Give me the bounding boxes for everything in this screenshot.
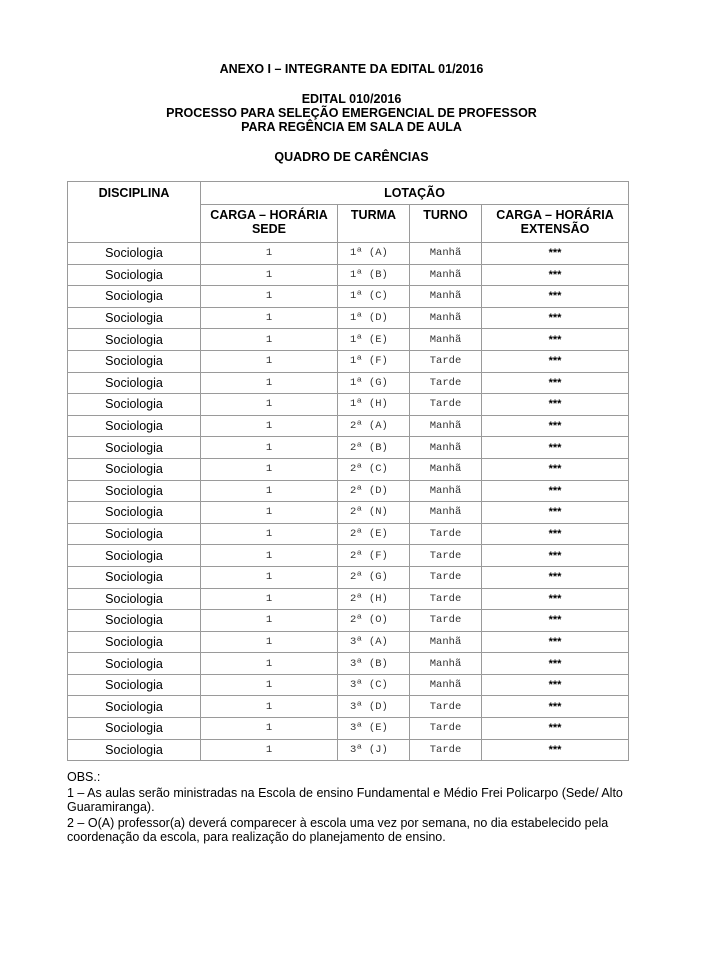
header-lotacao: LOTAÇÃO	[201, 182, 629, 205]
table-row	[68, 631, 629, 653]
cell-carga-extensao: ***	[482, 480, 629, 502]
header-carga-ext-line1: CARGA – HORÁRIA	[496, 208, 614, 222]
annex-title: ANEXO I – INTEGRANTE DA EDITAL 01/2016	[219, 62, 484, 76]
cell-carga-sede: 1	[201, 458, 338, 480]
cell-carga-extensao: ***	[482, 458, 629, 480]
header-carga-extensao	[482, 205, 629, 243]
cell-disciplina: Sociologia	[68, 329, 201, 351]
cell-disciplina: Sociologia	[68, 502, 201, 524]
cell-disciplina: Sociologia	[68, 243, 201, 265]
cell-carga-extensao: ***	[482, 696, 629, 718]
cell-turno: Manhã	[410, 415, 482, 437]
cell-turno: Manhã	[410, 437, 482, 459]
cell-carga-extensao: ***	[482, 588, 629, 610]
table-row	[68, 696, 629, 718]
cell-turma: 1ª (H)	[338, 394, 410, 416]
table-row	[68, 286, 629, 308]
cell-turma: 3ª (E)	[338, 718, 410, 740]
cell-disciplina: Sociologia	[68, 394, 201, 416]
cell-turma: 2ª (B)	[338, 437, 410, 459]
cell-carga-extensao: ***	[482, 674, 629, 696]
header-turma: TURMA	[338, 205, 410, 243]
cell-disciplina: Sociologia	[68, 523, 201, 545]
obs-item-2: 2 – O(A) professor(a) deverá comparecer à escola uma vez por semana, no dia estabelecido pela coordenação da escola, para realização do planejamento de ensino.	[67, 816, 609, 844]
table-row	[68, 610, 629, 632]
cell-disciplina: Sociologia	[68, 696, 201, 718]
cell-carga-sede: 1	[201, 307, 338, 329]
table-row	[68, 523, 629, 545]
cell-carga-sede: 1	[201, 588, 338, 610]
cell-carga-sede: 1	[201, 502, 338, 524]
cell-carga-sede: 1	[201, 372, 338, 394]
cell-turno: Tarde	[410, 372, 482, 394]
cell-disciplina: Sociologia	[68, 458, 201, 480]
cell-carga-sede: 1	[201, 739, 338, 761]
cell-turno: Tarde	[410, 545, 482, 567]
cell-carga-sede: 1	[201, 566, 338, 588]
table-row	[68, 566, 629, 588]
table-row	[68, 480, 629, 502]
cell-carga-sede: 1	[201, 523, 338, 545]
table-row	[68, 739, 629, 761]
cell-turno: Tarde	[410, 350, 482, 372]
cell-carga-extensao: ***	[482, 329, 629, 351]
table-row	[68, 588, 629, 610]
cell-carga-extensao: ***	[482, 307, 629, 329]
process-subtitle: PARA REGÊNCIA EM SALA DE AULA	[241, 120, 462, 134]
cell-carga-sede: 1	[201, 545, 338, 567]
table-row	[68, 350, 629, 372]
cell-turma: 2ª (F)	[338, 545, 410, 567]
cell-carga-extensao: ***	[482, 739, 629, 761]
header-carga-sede-line1: CARGA – HORÁRIA	[210, 208, 328, 222]
cell-turma: 2ª (A)	[338, 415, 410, 437]
cell-turno: Tarde	[410, 718, 482, 740]
table-row	[68, 653, 629, 675]
cell-carga-extensao: ***	[482, 437, 629, 459]
cell-turma: 3ª (J)	[338, 739, 410, 761]
cell-turma: 2ª (O)	[338, 610, 410, 632]
cell-turma: 2ª (N)	[338, 502, 410, 524]
cell-carga-extensao: ***	[482, 394, 629, 416]
vacancies-table	[67, 181, 629, 761]
cell-disciplina: Sociologia	[68, 588, 201, 610]
cell-carga-extensao: ***	[482, 372, 629, 394]
cell-disciplina: Sociologia	[68, 415, 201, 437]
cell-turno: Tarde	[410, 739, 482, 761]
cell-carga-extensao: ***	[482, 545, 629, 567]
header-carga-ext-line2: EXTENSÃO	[520, 222, 590, 236]
cell-carga-extensao: ***	[482, 502, 629, 524]
table-row	[68, 545, 629, 567]
cell-turno: Manhã	[410, 307, 482, 329]
cell-turno: Tarde	[410, 523, 482, 545]
cell-turno: Tarde	[410, 696, 482, 718]
table-row	[68, 458, 629, 480]
edital-number: EDITAL 010/2016	[301, 92, 402, 106]
cell-disciplina: Sociologia	[68, 372, 201, 394]
cell-disciplina: Sociologia	[68, 674, 201, 696]
cell-turno: Tarde	[410, 566, 482, 588]
table-row	[68, 718, 629, 740]
cell-turno: Tarde	[410, 610, 482, 632]
cell-carga-sede: 1	[201, 415, 338, 437]
cell-disciplina: Sociologia	[68, 307, 201, 329]
cell-carga-sede: 1	[201, 264, 338, 286]
cell-carga-sede: 1	[201, 696, 338, 718]
cell-carga-sede: 1	[201, 350, 338, 372]
cell-turma: 2ª (H)	[338, 588, 410, 610]
cell-turma: 1ª (D)	[338, 307, 410, 329]
cell-turno: Manhã	[410, 286, 482, 308]
header-carga-sede-line2: SEDE	[251, 222, 287, 236]
cell-turma: 1ª (E)	[338, 329, 410, 351]
table-row	[68, 437, 629, 459]
table-row	[68, 415, 629, 437]
cell-turma: 3ª (B)	[338, 653, 410, 675]
table-row	[68, 674, 629, 696]
cell-turma: 2ª (G)	[338, 566, 410, 588]
cell-turma: 2ª (E)	[338, 523, 410, 545]
table-row	[68, 243, 629, 265]
obs-item-1: 1 – As aulas serão ministradas na Escola de ensino Fundamental e Médio Frei Policarpo (Sede/ Alto Guaramiranga).	[67, 786, 623, 814]
cell-turno: Manhã	[410, 674, 482, 696]
header-carga-sede	[201, 205, 338, 243]
cell-carga-extensao: ***	[482, 523, 629, 545]
cell-disciplina: Sociologia	[68, 718, 201, 740]
table-row	[68, 502, 629, 524]
cell-disciplina: Sociologia	[68, 437, 201, 459]
cell-turma: 1ª (A)	[338, 243, 410, 265]
cell-carga-sede: 1	[201, 437, 338, 459]
cell-carga-sede: 1	[201, 286, 338, 308]
cell-carga-sede: 1	[201, 653, 338, 675]
cell-turno: Manhã	[410, 243, 482, 265]
cell-carga-extensao: ***	[482, 415, 629, 437]
cell-turno: Manhã	[410, 502, 482, 524]
cell-carga-extensao: ***	[482, 286, 629, 308]
cell-carga-sede: 1	[201, 480, 338, 502]
cell-carga-sede: 1	[201, 329, 338, 351]
cell-carga-sede: 1	[201, 610, 338, 632]
cell-carga-extensao: ***	[482, 718, 629, 740]
cell-carga-extensao: ***	[482, 264, 629, 286]
cell-turno: Manhã	[410, 458, 482, 480]
table-row	[68, 307, 629, 329]
cell-carga-extensao: ***	[482, 350, 629, 372]
cell-disciplina: Sociologia	[68, 264, 201, 286]
cell-carga-extensao: ***	[482, 243, 629, 265]
cell-disciplina: Sociologia	[68, 739, 201, 761]
cell-turno: Tarde	[410, 394, 482, 416]
cell-carga-sede: 1	[201, 394, 338, 416]
cell-carga-sede: 1	[201, 718, 338, 740]
table-title: QUADRO DE CARÊNCIAS	[274, 150, 429, 164]
cell-carga-extensao: ***	[482, 631, 629, 653]
process-title: PROCESSO PARA SELEÇÃO EMERGENCIAL DE PROFESSOR	[166, 106, 537, 120]
cell-turma: 2ª (D)	[338, 480, 410, 502]
cell-carga-sede: 1	[201, 243, 338, 265]
cell-turno: Tarde	[410, 588, 482, 610]
cell-carga-extensao: ***	[482, 566, 629, 588]
cell-carga-sede: 1	[201, 674, 338, 696]
cell-turno: Manhã	[410, 653, 482, 675]
cell-turno: Manhã	[410, 329, 482, 351]
cell-disciplina: Sociologia	[68, 566, 201, 588]
header-turno: TURNO	[410, 205, 482, 243]
cell-turma: 1ª (C)	[338, 286, 410, 308]
header-disciplina: DISCIPLINA	[68, 182, 201, 243]
cell-disciplina: Sociologia	[68, 610, 201, 632]
cell-disciplina: Sociologia	[68, 545, 201, 567]
cell-turno: Manhã	[410, 631, 482, 653]
cell-carga-sede: 1	[201, 631, 338, 653]
cell-turno: Manhã	[410, 480, 482, 502]
cell-disciplina: Sociologia	[68, 653, 201, 675]
cell-turma: 3ª (D)	[338, 696, 410, 718]
cell-turma: 1ª (B)	[338, 264, 410, 286]
cell-turma: 3ª (A)	[338, 631, 410, 653]
table-row	[68, 329, 629, 351]
cell-carga-extensao: ***	[482, 610, 629, 632]
cell-turno: Manhã	[410, 264, 482, 286]
cell-turma: 1ª (F)	[338, 350, 410, 372]
cell-carga-extensao: ***	[482, 653, 629, 675]
cell-turma: 1ª (G)	[338, 372, 410, 394]
obs-title: OBS.:	[67, 770, 101, 784]
cell-disciplina: Sociologia	[68, 350, 201, 372]
cell-disciplina: Sociologia	[68, 286, 201, 308]
cell-disciplina: Sociologia	[68, 631, 201, 653]
cell-turma: 3ª (C)	[338, 674, 410, 696]
table-row	[68, 372, 629, 394]
table-row	[68, 394, 629, 416]
table-row	[68, 264, 629, 286]
cell-disciplina: Sociologia	[68, 480, 201, 502]
cell-turma: 2ª (C)	[338, 458, 410, 480]
